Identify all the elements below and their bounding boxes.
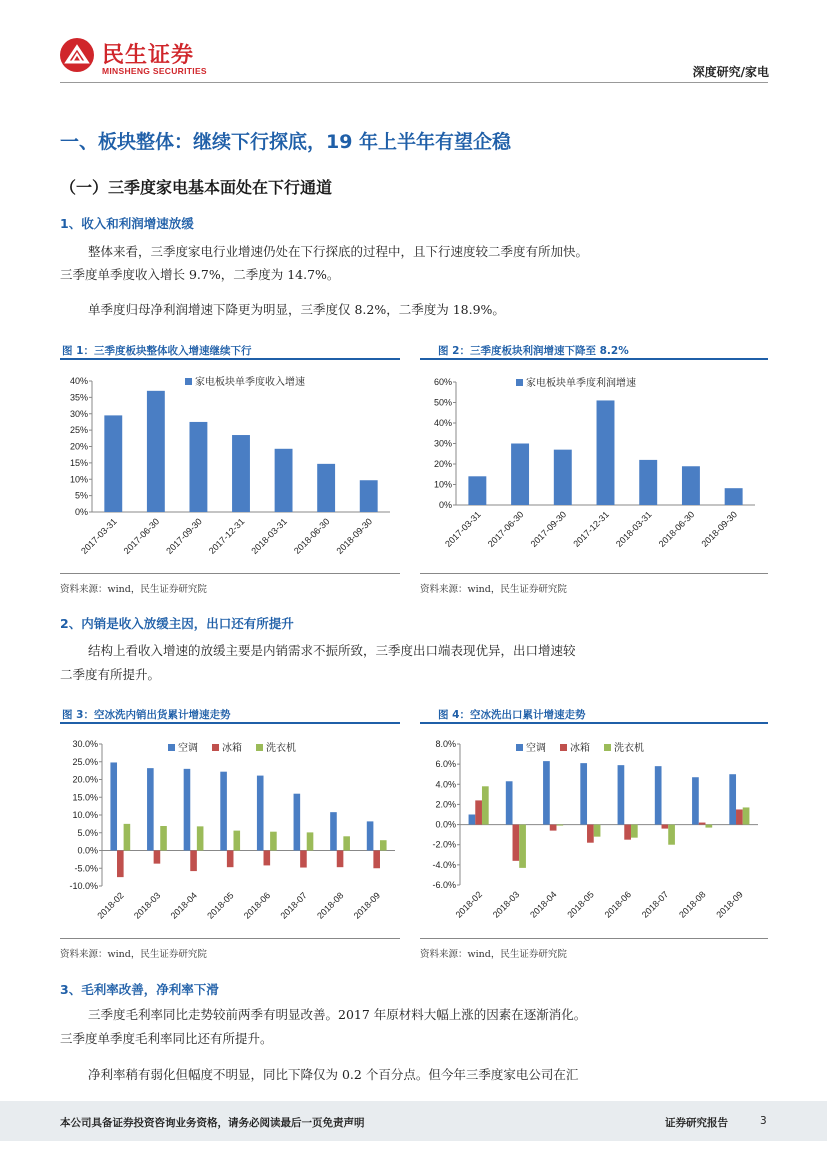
- bar-冰箱: [587, 825, 594, 843]
- bar-冰箱: [699, 823, 706, 825]
- y-tick-label: 5%: [74, 490, 88, 501]
- bar-冰箱: [337, 851, 344, 868]
- bar-家电板块单季度收入增速: [189, 422, 207, 512]
- figure-1-chart: [60, 362, 400, 572]
- y-tick-label: 20.0%: [72, 774, 98, 785]
- y-tick-label: 0.0%: [435, 819, 456, 830]
- bar-冰箱: [736, 809, 743, 824]
- y-tick-label: 15.0%: [72, 792, 98, 803]
- x-tick-label: 2018-03: [131, 890, 163, 921]
- bar-冰箱: [264, 851, 271, 866]
- bar-冰箱: [300, 851, 307, 868]
- y-tick-label: 10%: [69, 474, 88, 485]
- bar-家电板块单季度利润增速: [468, 476, 486, 505]
- bar-空调: [729, 774, 736, 824]
- y-tick-label: 10.0%: [72, 810, 98, 820]
- bar-空调: [367, 821, 374, 850]
- y-tick-label: 40%: [69, 376, 88, 386]
- x-tick-label: 2018-09: [714, 889, 745, 920]
- bar-洗衣机: [482, 786, 489, 824]
- x-tick-label: 2018-04: [168, 890, 199, 921]
- x-tick-label: 2017-12-31: [206, 516, 247, 556]
- bar-空调: [543, 761, 550, 824]
- y-tick-label: 20%: [69, 441, 88, 452]
- figure-1-title: 图 1：三季度板块整体收入增速继续下行: [62, 345, 252, 357]
- part2-heading: 2、内销是收入放缓主因，出口还有所提升: [60, 616, 294, 631]
- footer-disclaimer: 本公司具备证券投资咨询业务资格，请务必阅读最后一页免责声明: [60, 1117, 365, 1129]
- x-tick-label: 2018-07: [278, 890, 309, 921]
- x-tick-label: 2018-03-31: [613, 509, 654, 549]
- figure-4-chart: [420, 726, 768, 936]
- bar-空调: [655, 766, 662, 824]
- bar-家电板块单季度收入增速: [147, 391, 165, 512]
- bar-冰箱: [624, 825, 631, 840]
- part1-paragraph-1: 整体来看，三季度家电行业增速仍处在下行探底的过程中，且下行速度较二季度有所加快。: [88, 244, 589, 259]
- bar-冰箱: [550, 825, 557, 831]
- y-tick-label: 0.0%: [77, 845, 98, 856]
- y-tick-label: 20%: [433, 459, 452, 469]
- part3-paragraph-1b: 三季度单季度毛利率同比还有所提升。: [60, 1031, 273, 1046]
- bar-洗衣机: [705, 825, 712, 828]
- bar-家电板块单季度收入增速: [232, 435, 250, 512]
- bar-洗衣机: [380, 840, 387, 850]
- y-tick-label: 5.0%: [77, 827, 98, 838]
- y-tick-label: 2.0%: [435, 799, 456, 810]
- legend-swatch: [256, 744, 263, 751]
- y-tick-label: -2.0%: [432, 839, 456, 850]
- bar-家电板块单季度收入增速: [104, 415, 122, 512]
- y-tick-label: 30.0%: [72, 739, 98, 749]
- part2-paragraph-1b: 二季度有所提升。: [60, 667, 161, 682]
- y-tick-label: 30%: [433, 438, 452, 449]
- bar-洗衣机: [631, 825, 638, 838]
- y-tick-label: 4.0%: [435, 779, 456, 790]
- bar-家电板块单季度收入增速: [360, 480, 378, 512]
- bar-空调: [257, 776, 264, 851]
- header-divider: [60, 82, 768, 83]
- report-category: 深度研究/家电: [692, 65, 769, 79]
- bar-空调: [184, 769, 191, 851]
- y-tick-label: 25.0%: [72, 756, 98, 767]
- legend-label: 家电板块单季度利润增速: [526, 378, 636, 389]
- figure-3-bottom-rule: [60, 938, 400, 939]
- bar-洗衣机: [307, 832, 314, 850]
- bar-洗衣机: [233, 831, 240, 851]
- figure-4-title: 图 4：空冰洗出口累计增速走势: [438, 709, 586, 721]
- bar-家电板块单季度利润增速: [725, 488, 743, 505]
- bar-洗衣机: [270, 832, 277, 851]
- bar-家电板块单季度利润增速: [597, 400, 615, 505]
- legend-swatch: [168, 744, 175, 751]
- x-tick-label: 2018-05: [205, 890, 236, 921]
- y-tick-label: 8.0%: [435, 739, 456, 749]
- x-tick-label: 2017-12-31: [571, 509, 611, 549]
- bar-洗衣机: [124, 824, 131, 851]
- y-tick-label: 10%: [433, 479, 452, 490]
- bar-冰箱: [117, 851, 124, 878]
- bar-冰箱: [513, 825, 520, 861]
- bar-空调: [110, 762, 117, 850]
- bar-洗衣机: [668, 825, 675, 845]
- brand-name-en: MINSHENG SECURITIES: [102, 66, 207, 76]
- footer-report-type: 证券研究报告: [665, 1117, 728, 1129]
- figure-3-rule: [60, 722, 400, 724]
- legend-swatch: [516, 379, 523, 386]
- part1-paragraph-1b: 三季度单季度收入增长 9.7%，二季度为 14.7%。: [60, 267, 340, 282]
- bar-洗衣机: [594, 825, 601, 837]
- x-tick-label: 2018-03: [490, 889, 522, 920]
- x-tick-label: 2018-08: [677, 889, 708, 920]
- x-tick-label: 2017-09-30: [164, 516, 204, 556]
- figure-2-title: 图 2：三季度板块利润增速下降至 8.2%: [438, 345, 629, 357]
- figure-2-source: 资料来源：wind，民生证券研究院: [420, 584, 567, 595]
- x-tick-label: 2017-03-31: [79, 516, 119, 556]
- page-number: 3: [760, 1115, 767, 1127]
- bar-家电板块单季度利润增速: [554, 450, 572, 505]
- legend-swatch: [212, 744, 219, 751]
- y-tick-label: 25%: [69, 425, 88, 436]
- x-tick-label: 2018-09: [351, 890, 383, 921]
- part3-paragraph-2: 净利率稍有弱化但幅度不明显，同比下降仅为 0.2 个百分点。但今年三季度家电公司在汇: [88, 1067, 579, 1082]
- part2-paragraph-1: 结构上看收入增速的放缓主要是内销需求不振所致，三季度出口端表现优异，出口增速较: [88, 643, 576, 658]
- brand-name: 民生证券: [102, 43, 195, 68]
- y-tick-label: 35%: [69, 392, 88, 403]
- bar-冰箱: [227, 851, 234, 868]
- bar-家电板块单季度利润增速: [682, 466, 700, 505]
- x-tick-label: 2018-06: [602, 889, 634, 920]
- bar-空调: [618, 765, 625, 824]
- bar-空调: [147, 768, 154, 850]
- bar-空调: [469, 815, 476, 825]
- x-tick-label: 2018-02: [95, 890, 126, 921]
- figure-2-chart: [420, 362, 768, 572]
- section-subtitle: （一）三季度家电基本面处在下行通道: [60, 178, 333, 197]
- bar-洗衣机: [556, 825, 563, 826]
- legend-label: 空调: [178, 743, 198, 754]
- bar-空调: [294, 794, 301, 851]
- bar-洗衣机: [343, 836, 350, 850]
- figure-2-bottom-rule: [420, 573, 768, 574]
- bar-家电板块单季度收入增速: [275, 449, 293, 512]
- bar-洗衣机: [197, 826, 204, 850]
- figure-4-source: 资料来源：wind，民生证券研究院: [420, 949, 567, 960]
- legend-label: 洗衣机: [614, 743, 644, 754]
- figure-3-chart: [60, 726, 400, 936]
- figure-1-bottom-rule: [60, 573, 400, 574]
- bar-空调: [692, 777, 699, 824]
- x-tick-label: 2018-06-30: [656, 509, 697, 549]
- y-tick-label: 0%: [438, 500, 452, 510]
- part3-heading: 3、毛利率改善，净利率下滑: [60, 982, 219, 997]
- figure-1-source: 资料来源：wind，民生证券研究院: [60, 584, 207, 595]
- bar-洗衣机: [519, 825, 526, 868]
- bar-冰箱: [190, 851, 197, 872]
- y-tick-label: -10.0%: [69, 881, 98, 891]
- x-tick-label: 2018-09-30: [334, 516, 375, 556]
- x-tick-label: 2018-03-31: [249, 516, 289, 556]
- y-tick-label: 60%: [433, 377, 452, 387]
- figure-1-rule: [60, 358, 400, 360]
- legend-swatch: [185, 378, 192, 385]
- legend-label: 空调: [526, 743, 546, 754]
- bar-家电板块单季度利润增速: [639, 460, 657, 505]
- bar-空调: [506, 781, 513, 824]
- x-tick-label: 2018-05: [565, 889, 596, 920]
- y-tick-label: -6.0%: [432, 880, 456, 890]
- figure-2-rule: [420, 358, 768, 360]
- bar-洗衣机: [160, 826, 167, 850]
- bar-冰箱: [373, 851, 380, 869]
- x-tick-label: 2018-04: [528, 889, 559, 920]
- bar-空调: [580, 763, 587, 824]
- part3-paragraph-1: 三季度毛利率同比走势较前两季有明显改善。2017 年原材料大幅上涨的因素在逐渐消化。: [88, 1007, 587, 1022]
- x-tick-label: 2018-08: [315, 890, 346, 921]
- figure-3-source: 资料来源：wind，民生证券研究院: [60, 949, 207, 960]
- bar-空调: [220, 772, 227, 851]
- x-tick-label: 2018-09-30: [699, 509, 740, 549]
- figure-4-bottom-rule: [420, 938, 768, 939]
- x-tick-label: 2017-06-30: [121, 516, 162, 556]
- x-tick-label: 2018-06-30: [291, 516, 332, 556]
- legend-label: 冰箱: [570, 743, 590, 754]
- part1-paragraph-2: 单季度归母净利润增速下降更为明显，三季度仅 8.2%，二季度为 18.9%。: [88, 302, 505, 317]
- legend-swatch: [604, 744, 611, 751]
- x-tick-label: 2018-06: [241, 890, 273, 921]
- section-title: 一、板块整体：继续下行探底，19 年上半年有望企稳: [60, 131, 512, 153]
- bar-冰箱: [662, 825, 669, 829]
- y-tick-label: -4.0%: [432, 859, 456, 870]
- legend-swatch: [516, 744, 523, 751]
- figure-3-title: 图 3：空冰洗内销出货累计增速走势: [62, 709, 231, 721]
- bar-家电板块单季度利润增速: [511, 444, 529, 506]
- y-tick-label: 6.0%: [435, 759, 456, 770]
- legend-label: 冰箱: [222, 743, 242, 754]
- x-tick-label: 2018-02: [453, 889, 485, 920]
- brand-logo-icon: [60, 38, 94, 72]
- x-tick-label: 2018-07: [639, 889, 671, 920]
- y-tick-label: 15%: [69, 457, 88, 468]
- bar-空调: [330, 812, 337, 850]
- bar-家电板块单季度收入增速: [317, 464, 335, 512]
- legend-swatch: [560, 744, 567, 751]
- y-tick-label: -5.0%: [74, 863, 98, 874]
- x-tick-label: 2017-03-31: [443, 509, 483, 549]
- legend-label: 家电板块单季度收入增速: [195, 377, 305, 388]
- x-tick-label: 2017-09-30: [528, 509, 569, 549]
- legend-label: 洗衣机: [266, 743, 296, 754]
- x-tick-label: 2017-06-30: [485, 509, 526, 549]
- y-tick-label: 30%: [69, 408, 88, 419]
- y-tick-label: 0%: [74, 507, 88, 517]
- y-tick-label: 50%: [433, 397, 452, 408]
- bar-冰箱: [475, 800, 482, 824]
- bar-冰箱: [154, 851, 161, 864]
- bar-洗衣机: [743, 807, 750, 824]
- part1-heading: 1、收入和利润增速放缓: [60, 216, 194, 231]
- figure-4-rule: [420, 722, 768, 724]
- y-tick-label: 40%: [433, 418, 452, 428]
